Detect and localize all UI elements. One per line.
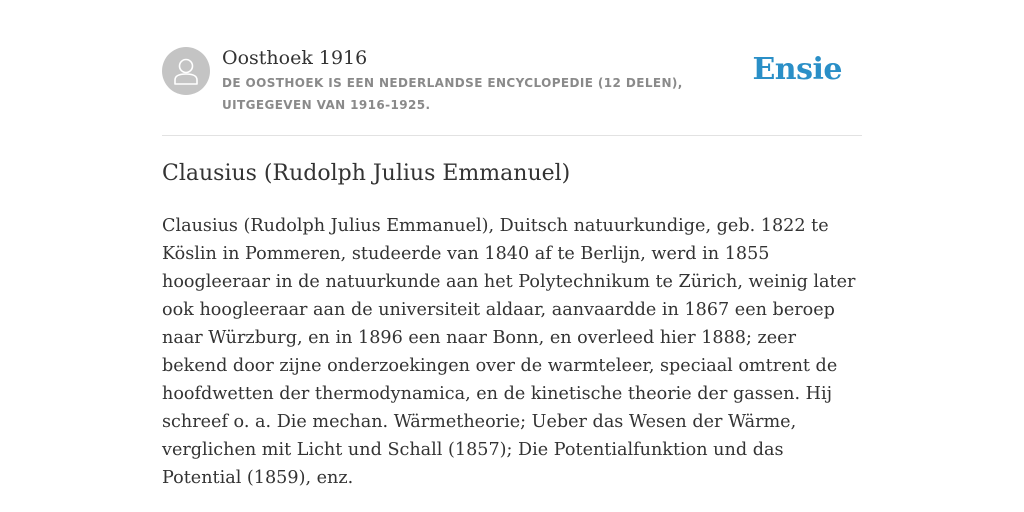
source-description: DE OOSTHOEK IS EEN NEDERLANDSE ENCYCLOPEDIE (12 DELEN), UITGEGEVEN VAN 1916-1925. [222,76,683,112]
divider [162,135,862,136]
source-name[interactable]: Oosthoek 1916 [222,47,368,69]
article-body: Clausius (Rudolph Julius Emmanuel), Duitsch natuurkundige, geb. 1822 te Köslin in Pommeren, studeerde van 1840 af te Berlijn, werd in 1855 hoogleeraar in de natuurkunde aan het Polytechnikum te Zürich, weinig later ook hoogleeraar aan de universiteit aldaar, aanvaardde in 1867 een beroep naar Würzburg, en in 1896 een naar Bonn, en overleed hier 1888; zeer bekend door zijne onderzoekingen over de warmteleer, speciaal omtrent de hoofdwetten der thermodynamica, en de kinetische theorie der gassen. Hij schreef o. a. Die mechan. Wärmetheorie; Ueber das Wesen der Wärme, verglichen mit Licht und Schall (1857); Die Potentialfunktion und das Potential (1859), enz. [162,216,856,488]
brand-logo[interactable]: Ensie [752,52,842,87]
article-title: Clausius (Rudolph Julius Emmanuel) [162,161,571,186]
article-card [162,0,862,512]
source-header [162,0,862,136]
user-icon [162,47,210,95]
avatar[interactable] [162,47,210,95]
